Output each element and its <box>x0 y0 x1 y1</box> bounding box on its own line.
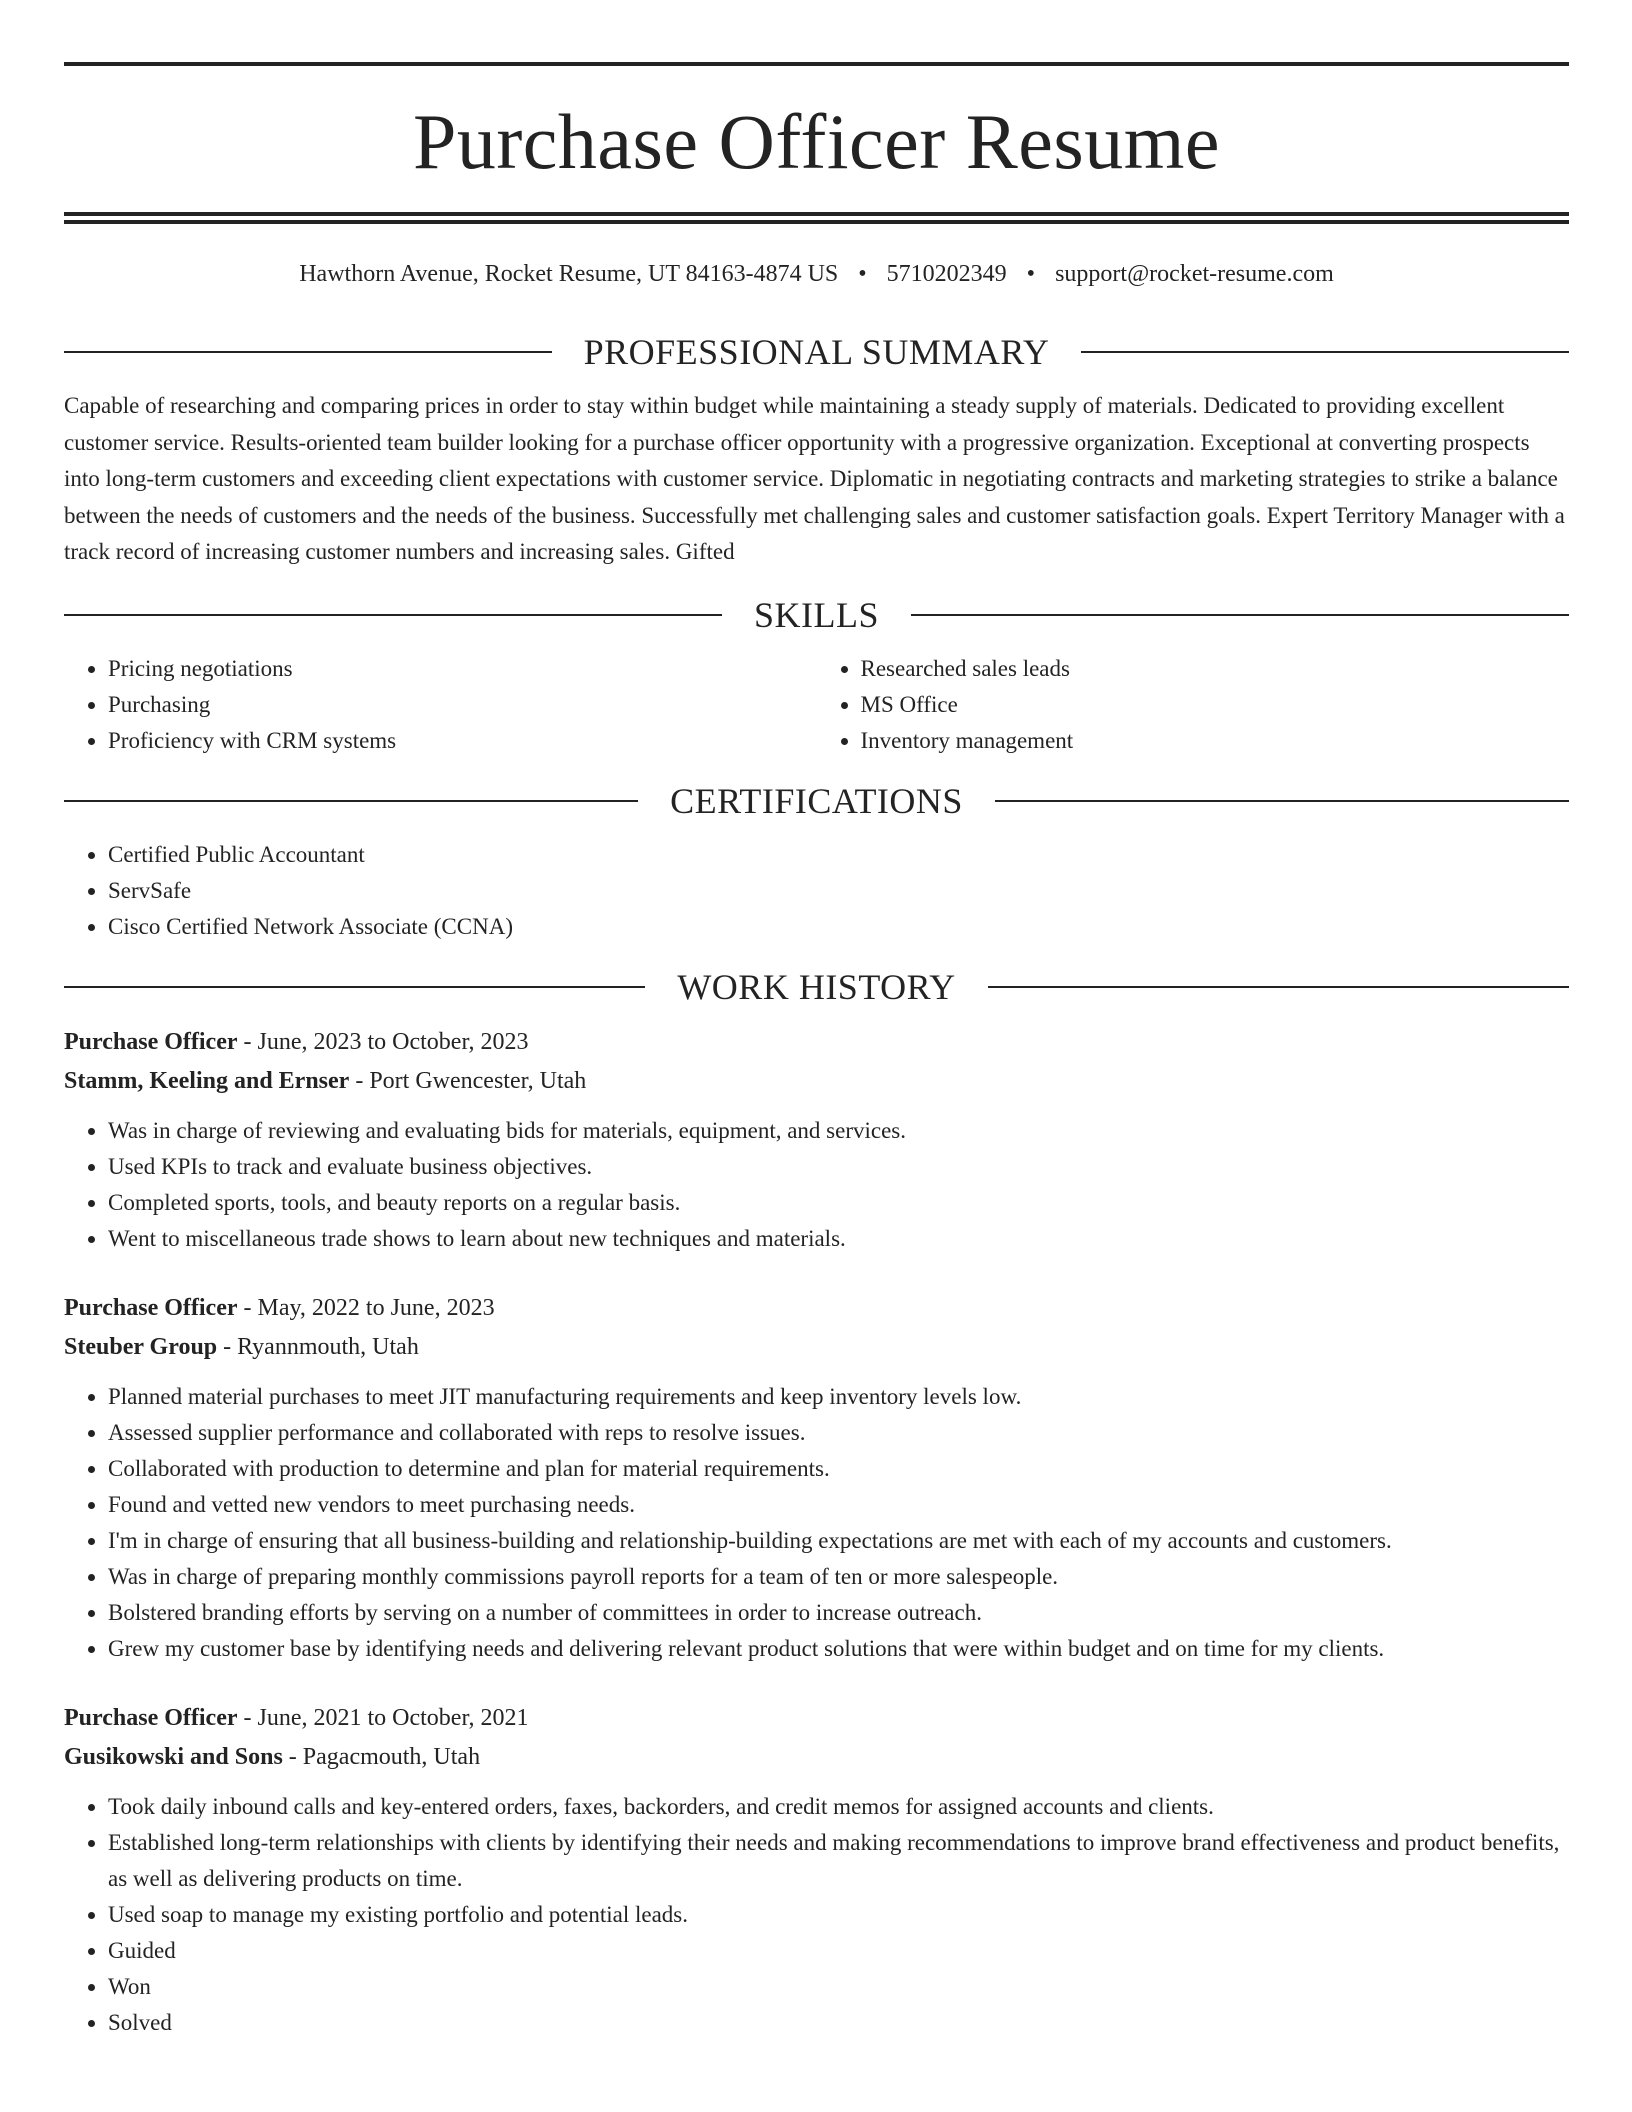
heading-rule <box>995 800 1569 802</box>
certification-item: • Certified Public Accountant <box>108 837 1569 873</box>
job-role: Purchase Officer <box>64 1704 238 1731</box>
skill-item: • MS Office <box>861 687 1570 723</box>
job-bullet: • Found and vetted new vendors to meet purchasing needs. <box>108 1487 1569 1523</box>
contact-address: Hawthorn Avenue, Rocket Resume, UT 84163-4874 US <box>299 261 839 287</box>
skills-heading <box>64 591 1569 639</box>
job-entry <box>64 1289 1569 1667</box>
job-bullet: • Solved <box>108 2005 1569 2041</box>
job-company: Gusikowski and Sons <box>64 1743 283 1770</box>
contact-phone: 5710202349 <box>886 261 1007 287</box>
certifications-heading <box>64 777 1569 825</box>
job-bullet: • Completed sports, tools, and beauty reports on a regular basis. <box>108 1185 1569 1221</box>
skills-heading-label: SKILLS <box>754 594 880 635</box>
summary-heading-label: PROFESSIONAL SUMMARY <box>583 332 1050 372</box>
skills-list-right <box>817 651 1570 759</box>
job-company-line <box>64 1062 1569 1101</box>
job-title-line <box>64 1699 1569 1738</box>
job-bullet: • Went to miscellaneous trade shows to learn about new techniques and materials. <box>108 1221 1569 1257</box>
job-company-line <box>64 1328 1569 1367</box>
job-location: - Port Gwencester, Utah <box>349 1067 587 1094</box>
resume-title: Purchase Officer Resume <box>412 98 1221 185</box>
heading-rule <box>64 986 645 988</box>
certifications-list <box>64 837 1569 945</box>
job-bullet: • Took daily inbound calls and key-entered orders, faxes, backorders, and credit memos for assigned accounts and clients. <box>108 1789 1569 1825</box>
top-rule <box>64 62 1569 66</box>
summary-heading <box>64 328 1569 376</box>
job-bullet: • Bolstered branding efforts by serving on a number of committees in order to increase outreach. <box>108 1595 1569 1631</box>
heading-rule <box>1081 351 1569 353</box>
job-title-line <box>64 1023 1569 1062</box>
job-dates: - May, 2022 to June, 2023 <box>237 1294 495 1321</box>
job-bullet: • Planned material purchases to meet JIT manufacturing requirements and keep inventory levels low. <box>108 1379 1569 1415</box>
job-bullets <box>64 1379 1569 1667</box>
heading-rule <box>911 614 1569 616</box>
job-bullet: • Was in charge of reviewing and evaluating bids for materials, equipment, and services. <box>108 1113 1569 1149</box>
job-bullet: • Won <box>108 1969 1569 2005</box>
job-bullet: • Assessed supplier performance and collaborated with reps to resolve issues. <box>108 1415 1569 1451</box>
job-dates: - June, 2023 to October, 2023 <box>237 1028 529 1055</box>
job-bullets <box>64 1113 1569 1257</box>
summary-text: Capable of researching and comparing prices in order to stay within budget while maintaining a steady supply of materials. Dedicated to providing excellent customer service. Results-oriented team builder looking for a purchase officer opportunity with a progressive organization. Exceptional at converting prospects into long-term customers and exceeding client expectations with customer service. Diplomatic in negotiating contracts and marketing strategies to strike a balance between the needs of customers and the needs of the business. Successfully met challenging sales and customer satisfaction goals. Expert Territory Manager with a track record of increasing customer numbers and increasing sales. Gifted <box>64 393 1565 564</box>
job-bullet: • I'm in charge of ensuring that all business-building and relationship-building expectations are met with each of my accounts and customers. <box>108 1523 1569 1559</box>
job-bullet: • Used KPIs to track and evaluate business objectives. <box>108 1149 1569 1185</box>
job-bullet: • Collaborated with production to determine and plan for material requirements. <box>108 1451 1569 1487</box>
heading-rule <box>64 614 722 616</box>
contact-separator: • <box>1026 261 1036 287</box>
contact-email: support@rocket-resume.com <box>1055 261 1334 287</box>
job-entry <box>64 1699 1569 2041</box>
job-bullet: • Established long-term relationships with clients by identifying their needs and making recommendations to improve brand effectiveness and product benefits, as well as delivering products on time. <box>108 1825 1569 1897</box>
job-bullets <box>64 1789 1569 2041</box>
heading-rule <box>988 986 1569 988</box>
job-company-line <box>64 1738 1569 1777</box>
heading-rule <box>64 351 552 353</box>
certifications-heading-label: CERTIFICATIONS <box>670 780 963 821</box>
job-title-line <box>64 1289 1569 1328</box>
resume-page <box>64 62 1569 2041</box>
job-company: Stamm, Keeling and Ernser <box>64 1067 350 1094</box>
job-role: Purchase Officer <box>64 1294 238 1321</box>
contact-line <box>64 258 1569 290</box>
job-dates: - June, 2021 to October, 2021 <box>237 1704 529 1731</box>
job-location: - Ryannmouth, Utah <box>217 1333 419 1360</box>
job-bullet: • Guided <box>108 1933 1569 1969</box>
work-history-heading <box>64 963 1569 1011</box>
heading-rule <box>64 800 638 802</box>
job-bullet: • Grew my customer base by identifying needs and delivering relevant product solutions that were within budget and on time for my clients. <box>108 1631 1569 1667</box>
certification-item: • ServSafe <box>108 873 1569 909</box>
skill-item: • Pricing negotiations <box>108 651 817 687</box>
title-double-rule <box>64 212 1569 224</box>
skill-item: • Researched sales leads <box>861 651 1570 687</box>
job-entry <box>64 1023 1569 1257</box>
job-company: Steuber Group <box>64 1333 218 1360</box>
job-bullet: • Used soap to manage my existing portfolio and potential leads. <box>108 1897 1569 1933</box>
skills-list-left <box>64 651 817 759</box>
skill-item: • Proficiency with CRM systems <box>108 723 817 759</box>
job-location: - Pagacmouth, Utah <box>282 1743 481 1770</box>
skills-columns <box>64 639 1569 759</box>
work-history-list <box>64 1023 1569 2041</box>
work-history-heading-label: WORK HISTORY <box>677 966 956 1007</box>
skill-item: • Purchasing <box>108 687 817 723</box>
certification-item: • Cisco Certified Network Associate (CCNA) <box>108 909 1569 945</box>
contact-separator: • <box>858 261 867 287</box>
skill-item: • Inventory management <box>861 723 1570 759</box>
job-bullet: • Was in charge of preparing monthly commissions payroll reports for a team of ten or more salespeople. <box>108 1559 1569 1595</box>
job-role: Purchase Officer <box>64 1028 238 1055</box>
